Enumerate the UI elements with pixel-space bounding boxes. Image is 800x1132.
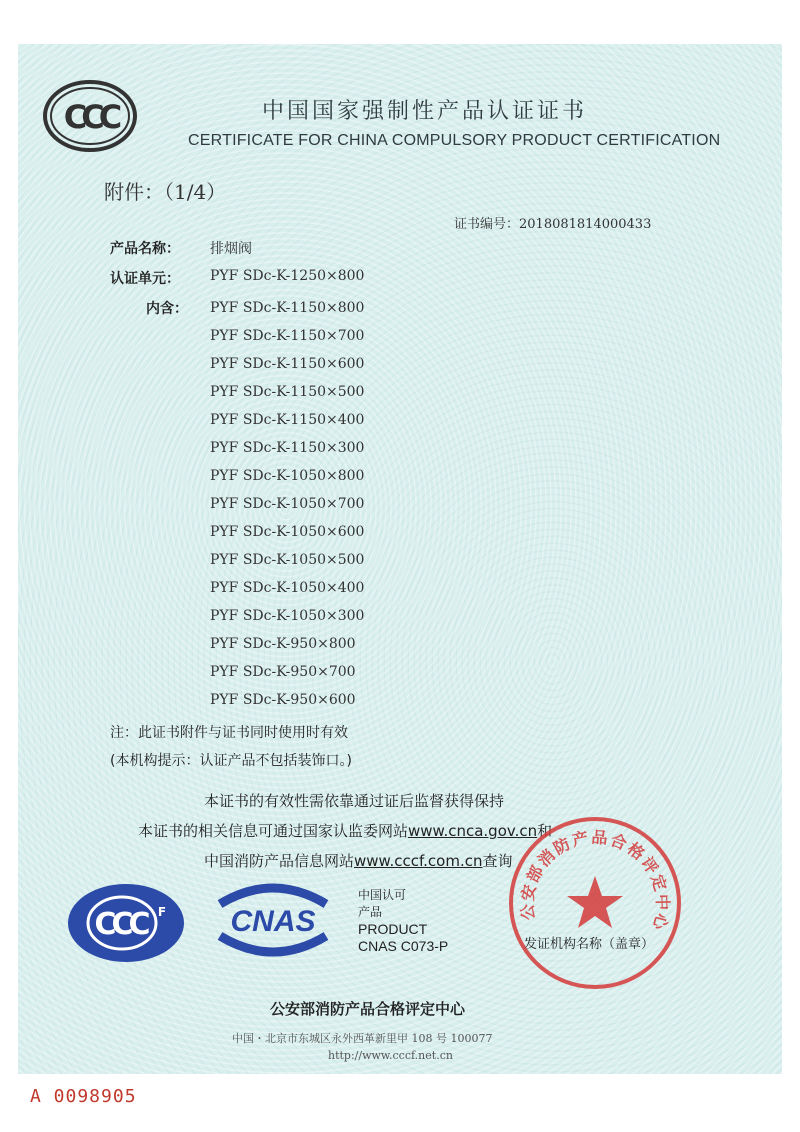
- inquiry-line-2: [204, 850, 512, 871]
- model-item: PYF SDc-K-1150×300: [210, 440, 365, 456]
- cccf-logo-sub: F: [157, 905, 167, 919]
- accreditation-block: [358, 887, 448, 955]
- model-item: PYF SDc-K-1150×600: [210, 356, 365, 372]
- model-item: PYF SDc-K-950×700: [210, 664, 356, 680]
- model-item: PYF SDc-K-950×600: [210, 692, 356, 708]
- accreditation-en: PRODUCT: [358, 921, 428, 937]
- inquiry-text: 中国消防产品信息网站: [204, 852, 355, 870]
- inquiry-text: 查询: [482, 852, 513, 870]
- model-item: PYF SDc-K-1150×800: [210, 300, 365, 316]
- inquiry-line-1: [138, 820, 552, 841]
- model-item: PYF SDc-K-1150×700: [210, 328, 365, 344]
- model-item: PYF SDc-K-1050×600: [210, 524, 365, 540]
- cccf-logo-icon: [66, 882, 186, 964]
- model-item: PYF SDc-K-1050×400: [210, 580, 365, 596]
- official-seal-icon: [506, 814, 684, 992]
- cnas-logo-text: CNAS: [230, 905, 316, 938]
- issuer-org-name: 公安部消防产品合格评定中心: [270, 1000, 466, 1018]
- validity-note: 注：此证书附件与证书同时使用时有效: [110, 725, 348, 741]
- accreditation-cn-1: 中国认可: [358, 888, 407, 902]
- inquiry-text: 和: [537, 822, 553, 840]
- issuer-label: 发证机构名称（盖章）: [524, 937, 655, 952]
- cnca-link[interactable]: www.cnca.gov.cn: [408, 822, 538, 840]
- institution-note: (本机构提示：认证产品不包括装饰口。): [110, 753, 352, 769]
- model-item: PYF SDc-K-1050×700: [210, 496, 365, 512]
- cccf-logo-text: CCC: [94, 907, 146, 942]
- accreditation-cn-2: 产品: [358, 905, 383, 919]
- validity-statement: 本证书的有效性需依靠通过证后监督获得保持: [204, 792, 505, 810]
- product-name-value: 排烟阀: [210, 241, 252, 257]
- inquiry-text: 本证书的相关信息可通过国家认监委网站: [138, 822, 409, 840]
- cert-unit-value: PYF SDc-K-1250×800: [210, 268, 365, 284]
- seal-arc-text: 公安部消防产品合格评定中心: [517, 827, 673, 934]
- model-item: PYF SDc-K-1050×300: [210, 608, 365, 624]
- model-item: PYF SDc-K-1050×500: [210, 552, 365, 568]
- model-item: PYF SDc-K-1050×800: [210, 468, 365, 484]
- cnas-logo-icon: [208, 878, 338, 962]
- serial-number: A 0098905: [30, 1086, 137, 1107]
- contains-label: 内含：: [146, 301, 188, 317]
- cert-unit-label: 认证单元：: [110, 271, 180, 287]
- model-item: PYF SDc-K-950×800: [210, 636, 356, 652]
- cccf-link[interactable]: www.cccf.com.cn: [354, 852, 483, 870]
- issuer-website: http://www.cccf.net.cn: [328, 1049, 453, 1062]
- ccc-logo-icon: [42, 78, 138, 154]
- product-name-label: 产品名称：: [110, 241, 180, 257]
- certificate-title-en: CERTIFICATE FOR CHINA COMPULSORY PRODUCT CERTIFICATION: [188, 132, 721, 149]
- issuer-address: 中国・北京市东城区永外西革新里甲 108 号 100077: [232, 1032, 493, 1045]
- certificate-number: 证书编号：2018081814000433: [454, 217, 652, 232]
- ccc-logo-text: CCC: [63, 98, 117, 136]
- model-item: PYF SDc-K-1150×500: [210, 384, 365, 400]
- attachment-label: 附件：（1/4）: [104, 180, 227, 204]
- model-item: PYF SDc-K-1150×400: [210, 412, 365, 428]
- certificate-title-cn: 中国国家强制性产品认证证书: [262, 99, 588, 124]
- accreditation-code: CNAS C073-P: [358, 938, 449, 954]
